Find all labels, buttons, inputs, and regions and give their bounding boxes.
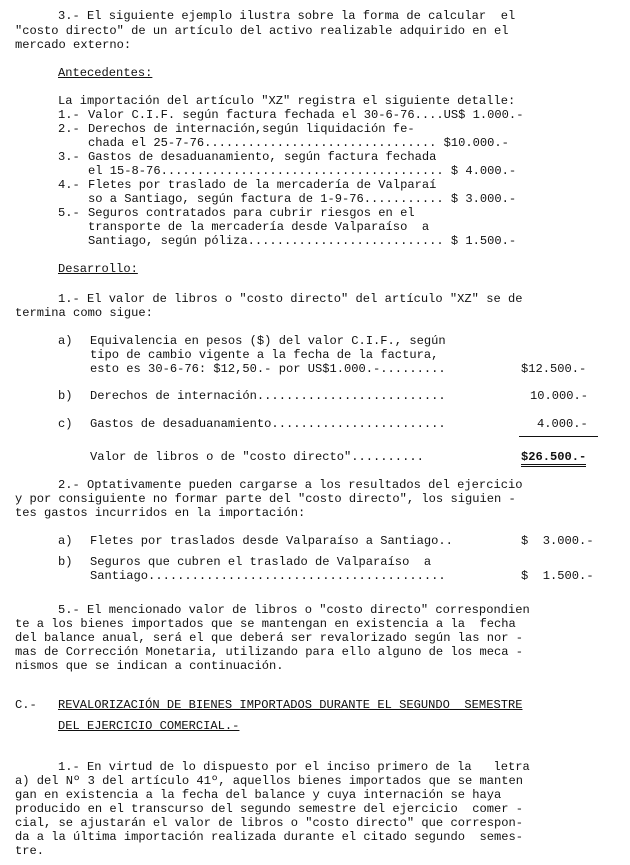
item-line: Valor C.I.F. según factura fechada el 30-6-76....US$ 1.000.- [88,108,524,122]
desarrollo-heading: Desarrollo: [58,262,138,276]
paragraph-line: te a los bienes importados que se mantengan en existencia a la fecha [15,617,516,631]
row-letter: a) [58,534,73,548]
item-line: chada el 25-7-76................................ $10.000.- [88,136,509,150]
paragraph-line: tre. [15,844,45,858]
item-number: 4.- [58,178,80,192]
row-amount: $ 3.000.- [521,534,594,548]
paragraph-line: 5.- El mencionado valor de libros o "costo directo" correspondien [58,603,530,617]
item-line: so a Santiago, según factura de 1-9-76........... $ 3.000.- [88,192,517,206]
row-line: Gastos de desaduanamiento........................ [90,417,446,431]
section-c-title: DEL EJERCICIO COMERCIAL.- [58,719,240,733]
intro-line: "costo directo" de un artículo del activo realizable adquirido en el [15,24,509,38]
row-amount: 10.000.- [530,389,589,403]
paragraph-line: gan en existencia a la fecha del balance y cuya internación se haya [15,788,502,802]
item-line: Fletes por traslado de la mercadería de Valparaí [88,178,437,192]
paragraph-line: cial, se ajustarán el valor de libros o "costo directo" que correspon- [15,816,524,830]
paragraph-line: y por consiguiente no formar parte del "costo directo", los siguien - [15,492,516,506]
row-line: Derechos de internación.......................... [90,389,446,403]
paragraph-line: tes gastos incurridos en la importación: [15,506,306,520]
row-line: esto es 30-6-76: $12,50.- por US$1.000.-......... [90,362,446,376]
row-amount: $ 1.500.- [521,569,594,583]
row-letter: b) [58,389,73,403]
item-line: Derechos de internación,según liquidación fe- [88,122,415,136]
item-number: 5.- [58,206,80,220]
paragraph-line: producido en el transcurso del segundo semestre del ejercicio comer - [15,802,524,816]
row-letter: b) [58,555,73,569]
total-label: Valor de libros o de "costo directo".......... [90,450,424,464]
paragraph-line: a) del Nº 3 del artículo 41º, aquellos bienes importados que se manten [15,774,524,788]
paragraph-line: mas de Corrección Monetaria, utilizando para ello alguno de los meca - [15,645,524,659]
row-amount: 4.000.- [537,417,588,431]
row-letter: a) [58,334,73,348]
paragraph-line: da a la última importación realizada durante el citado segundo semes- [15,830,524,844]
row-line: Equivalencia en pesos ($) del valor C.I.F., según [90,334,446,348]
row-amount: $12.500.- [521,362,587,376]
intro-line: mercado externo: [15,38,132,52]
item-number: 1.- [58,108,80,122]
row-line: Fletes por traslados desde Valparaíso a Santiago.. [90,534,453,548]
paragraph-line: nismos que se indican a continuación. [15,659,284,673]
sum-rule [519,436,598,437]
item-number: 2.- [58,122,80,136]
paragraph-line: del balance anual, será el que deberá ser revalorizado según las nor - [15,631,524,645]
section-c-label: C.- [15,698,37,712]
row-line: Santiago......................................... [90,569,446,583]
item-line: Seguros contratados para cubrir riesgos en el [88,206,415,220]
paragraph-line: 1.- En virtud de lo dispuesto por el inciso primero de la letra [58,760,530,774]
item-line: Santiago, según póliza........................... $ 1.500.- [88,234,517,248]
item-number: 3.- [58,150,80,164]
total-amount: $26.500.- [521,451,586,467]
intro-line: 3.- El siguiente ejemplo ilustra sobre la forma de calcular el [58,9,516,23]
row-letter: c) [58,417,73,431]
paragraph-line: 1.- El valor de libros o "costo directo" del artículo "XZ" se de [58,292,523,306]
section-c-title: REVALORIZACIÓN DE BIENES IMPORTADOS DURANTE EL SEGUNDO SEMESTRE [58,698,523,712]
row-line: tipo de cambio vigente a la fecha de la factura, [90,348,439,362]
row-line: Seguros que cubren el traslado de Valparaíso a [90,555,432,569]
antecedentes-heading: Antecedentes: [58,66,153,80]
antecedentes-intro: La importación del artículo "XZ" registra el siguiente detalle: [58,94,516,108]
item-line: transporte de la mercadería desde Valparaíso a [88,220,430,234]
paragraph-line: termina como sigue: [15,306,153,320]
paragraph-line: 2.- Optativamente pueden cargarse a los resultados del ejercicio [58,478,523,492]
item-line: el 15-8-76....................................... $ 4.000.- [88,164,517,178]
item-line: Gastos de desaduanamiento, según factura fechada [88,150,437,164]
